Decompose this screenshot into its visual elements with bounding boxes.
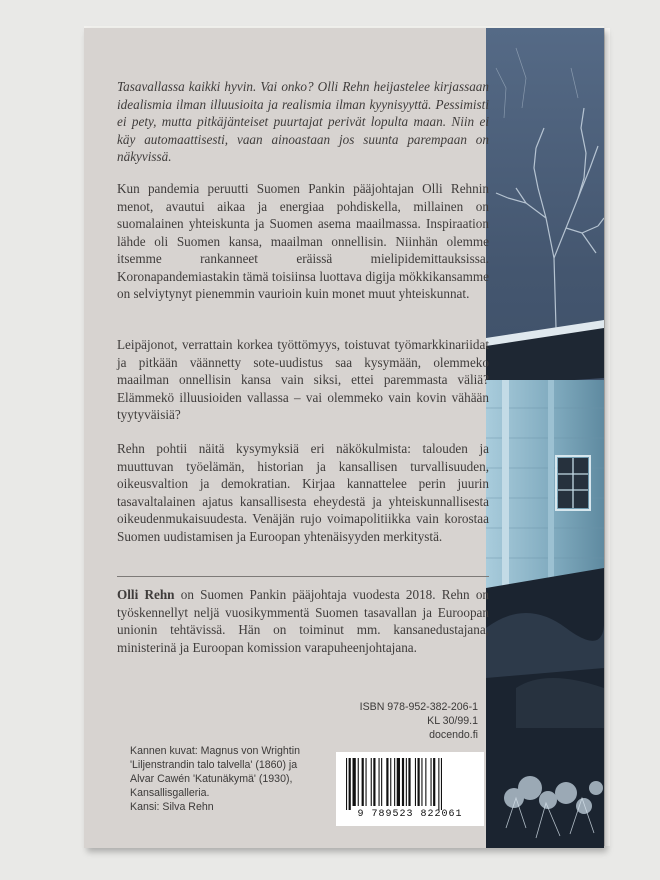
- barcode-bar: [379, 758, 380, 806]
- barcode-bar: [397, 758, 400, 806]
- cover-credits: [130, 744, 320, 814]
- page-edge-right: [604, 28, 610, 846]
- barcode-bar: [386, 758, 388, 806]
- credit-line: Kansallisgalleria.: [130, 787, 210, 799]
- author-name: Olli Rehn: [117, 587, 175, 602]
- author-bio-text: on Suomen Pankin pääjohtaja vuodesta 2018. Rehn on työskennellyt neljä vuosikymmentä Suomen tasavallan ja Euroopan unionin tehtävissä. Hän on toiminut mm. kansanedustajana, ministerinä ja Euroopan komission varapuheenjohtajana.: [117, 587, 490, 655]
- barcode: [336, 752, 484, 826]
- description-paragraph-2: Leipäjonot, verrattain korkea työttömyys, toistuvat työmarkkinariidat ja pitkään väännetty sote-uudistus saa kysymään, olemmeko maailman onnellisin kansa vain siksi, ettei paremmasta väliä? Elämmekö illuusioiden vallassa – vai olemmeko vain kovin vähään tyytyväisiä?: [117, 337, 489, 422]
- credit-line: Kannen kuvat: Magnus von Wrightin: [130, 745, 300, 757]
- barcode-bar: [415, 758, 416, 806]
- barcode-bar: [349, 758, 351, 810]
- barcode-bar: [425, 758, 426, 806]
- intro-blurb: Tasavallassa kaikki hyvin. Vai onko? Olli Rehn heijastelee kirjassaan idealismia ilman illuusioita ja realismia ilman kyynisyyttä. Pessimisti ei pety, mutta pitkäjänteiset puurtajat perivät lopulta maan. Niin ei käy automaattisesti, vaan ainoastaan jos suunta parempaan on näkyvissä.: [117, 79, 489, 164]
- barcode-number: 9 789523 822061: [357, 809, 463, 820]
- barcode-bar: [362, 758, 364, 806]
- barcode-bar: [438, 758, 439, 810]
- publisher-url: docendo.fi: [429, 729, 478, 741]
- barcode-bar: [394, 758, 395, 806]
- barcode-bar: [358, 758, 359, 806]
- barcode-bar: [433, 758, 435, 806]
- barcode-bars: [344, 758, 476, 810]
- author-bio: [117, 586, 489, 656]
- barcode-bar: [390, 758, 391, 806]
- description-paragraph-3: Rehn pohtii näitä kysymyksiä eri näkökulmista: talouden ja muuttuvan työelämän, historian ja kansallisen turvallisuuden, oikeusvaltion ja demokratian. Kirjaa kannattelee perin juurin tasavaltalainen ajatus kansallisesta eheydestä ja yhteiskunnallisesta oikeudenmukaisuudesta. Venäjän rujo voimapolitiikka vain korostaa Suomen uudistamisen ja Euroopan yhtenäisyyden merkitystä.: [117, 441, 489, 544]
- credit-line: Alvar Cawén 'Katunäkymä' (1930),: [130, 773, 293, 785]
- cover-painting-strip: [486, 28, 604, 848]
- description-paragraph-1: Kun pandemia peruutti Suomen Pankin pääjohtajan Olli Rehnin menot, avautui aikaa ja energiaa pohdiskella, millainen on suomalainen yhteiskunta ja Suomen asema maailmassa. Inspiraation lähde oli Suomen kansa, maailman onnellisin. Niinhän olemme itsemme rankanneet eräissä mielipidemittauksissa. Koronapandemiastakin tämä toisiinsa luottava digija mökkikansamme on selviytynyt pienemmin vaurioin kuin monet muut yhteiskunnat.: [117, 181, 489, 301]
- barcode-bar: [346, 758, 347, 810]
- divider-rule: [117, 576, 489, 577]
- barcode-bar: [373, 758, 375, 806]
- barcode-bar: [418, 758, 420, 806]
- barcode-bar: [441, 758, 442, 810]
- barcode-bar: [366, 758, 367, 806]
- barcode-bar: [431, 758, 432, 806]
- barcode-bar: [421, 758, 422, 806]
- library-class: KL 30/99.1: [427, 715, 478, 727]
- barcode-bar: [371, 758, 372, 806]
- isbn-block: [336, 700, 478, 742]
- credit-line: 'Liljenstrandin talo talvella' (1860) ja: [130, 759, 298, 771]
- barcode-bar: [353, 758, 356, 806]
- barcode-bar: [381, 758, 382, 806]
- isbn-number: ISBN 978-952-382-206-1: [359, 701, 478, 713]
- barcode-bar: [406, 758, 407, 806]
- credit-line: Kansi: Silva Rehn: [130, 801, 214, 813]
- barcode-bar: [408, 758, 410, 806]
- barcode-bar: [402, 758, 404, 806]
- book-back-cover: [84, 28, 604, 848]
